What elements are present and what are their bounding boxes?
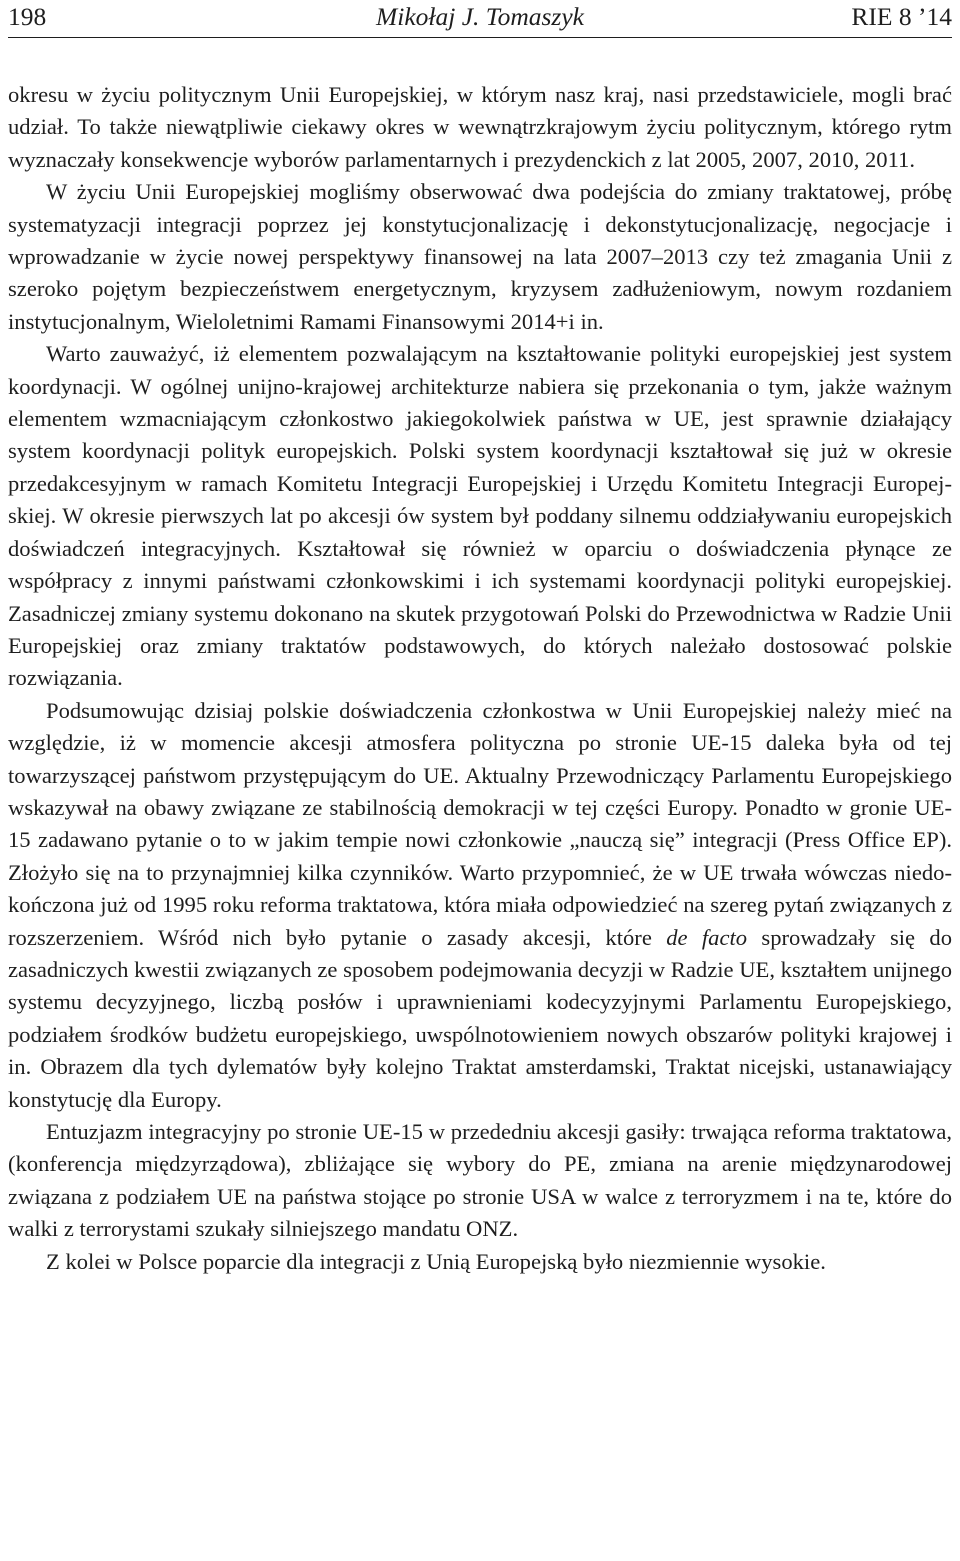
paragraph-5: Entuzjazm integracyjny po stronie UE-15 w przededniu akcesji gasiły: trwająca reforma traktatowa, (konferencja międzyrządowa), zbliżające się wybory do PE, zmiana na arenie międzynarodowej związana z podziałem UE na państwa stojące po stronie USA w walce z terroryzmem i na te, które do walki z terrorystami szukały silniejszego mandatu ONZ. — [8, 1119, 952, 1242]
paragraph-4 — [8, 695, 952, 1116]
paragraph-4-italic: de facto — [666, 924, 748, 950]
header-rule — [8, 37, 952, 38]
document-page — [8, 0, 952, 1274]
running-header — [8, 0, 952, 34]
paragraph-4-part-1: Podsumowując dzisiaj polskie doświadczenia członkostwa w Unii Europejskiej należy mieć na względzie, iż w momencie akcesji atmosfera polityczna po stronie UE-15 daleka była od tej towarzyszącej państwom przystępującym do UE. Aktualny Przewodniczący Parlamentu Europejskiego wskazywał na obawy związane ze stabilnością demokracji w tej części Europy. Ponadto w gronie UE-15 zadawano pytanie o to w jakim tempie nowi członkowie „nauczą się” integracji (Press Office EP). Złożyło się na to przynajmniej kilka czynników. Warto przypomnieć, że w UE trwała wówczas niedokończona już od 1995 roku reforma traktatowa, która miała odpowiedzieć na szereg pytań związanych z rozszerzeniem. Wśród nich było pytanie o zasady akcesji, które — [8, 697, 952, 950]
paragraph-6: Z kolei w Polsce poparcie dla integracji z Unią Europejską było niezmiennie wysokie. — [46, 1248, 826, 1274]
body-text — [8, 79, 952, 1278]
running-author: Mikołaj J. Tomaszyk — [376, 2, 584, 31]
paragraph-4-part-2: sprowadzały się do zasadniczych kwestii związanych ze sposobem podejmowania decyzji w Radzie UE, kształtem unijnego systemu decyzyjnego, liczbą posłów i uprawnieniami kodecyzyjnymi Parlamentu Europejskiego, podziałem środków budżetu europejskiego, uwspólnotowieniem nowych obszarów polityki krajowej i in. Obrazem dla tych dylematów były kolejno Traktat amsterdamski, Traktat nicejski, ustanawiający konstytucję dla Europy. — [8, 924, 952, 1112]
paragraph-2: W życiu Unii Europejskiej mogliśmy obserwować dwa podejścia do zmiany traktatowej, próbę systematyzacji integracji poprzez jej konstytucjonalizację i dekonstytucjonalizację, negocjacje i wprowadzanie w życie nowej perspektywy finansowej na lata 2007–2013 czy też zmagania Unii z szeroko pojętym bezpieczeństwem energetycznym, kryzysem zadłużeniowym, nowym rozdaniem instytucjonalnym, Wieloletnimi Ramami Finansowymi 2014+i in. — [8, 179, 952, 334]
paragraph-1: okresu w życiu politycznym Unii Europejskiej, w którym nasz kraj, nasi przedstawiciele, mogli brać udział. To także niewątpliwie ciekawy okres w wewnątrzkrajowym życiu politycznym, którego rytm wyznaczały konsekwencje wyborów parlamentarnych i prezydenckich z lat 2005, 2007, 2010, 2011. — [8, 82, 952, 172]
paragraph-3: Warto zauważyć, iż elementem pozwalającym na kształtowanie polityki europejskiej jest system koordynacji. W ogólnej unijno-krajowej architekturze nabiera się przekonania o tym, jakże ważnym elementem wzmacniającym członkostwo jakiegokolwiek państwa w UE, jest sprawnie działający system koordynacji polityk europejskich. Polski system koordynacji kształtował się już w okresie przedakcesyjnym w ramach Komitetu Integracji Europejskiej i Urzędu Komitetu Integracji Europejskiej. W okresie pierwszych lat po akcesji ów system był poddany silnemu oddziaływaniu europejskich doświadczeń integracyjnych. Kształtował się również w oparciu o doświadczenia płynące ze współpracy z innymi państwami członkowskimi i ich systemami koordynacji polityki europejskiej. Zasadniczej zmiany systemu dokonano na skutek przygotowań Polski do Przewodnictwa w Radzie Unii Europejskiej oraz zmiany traktatów podstawowych, do których należało dostosować polskie rozwiązania. — [8, 341, 952, 691]
running-journal: RIE 8 ’14 — [851, 2, 952, 31]
page-number: 198 — [8, 2, 47, 31]
